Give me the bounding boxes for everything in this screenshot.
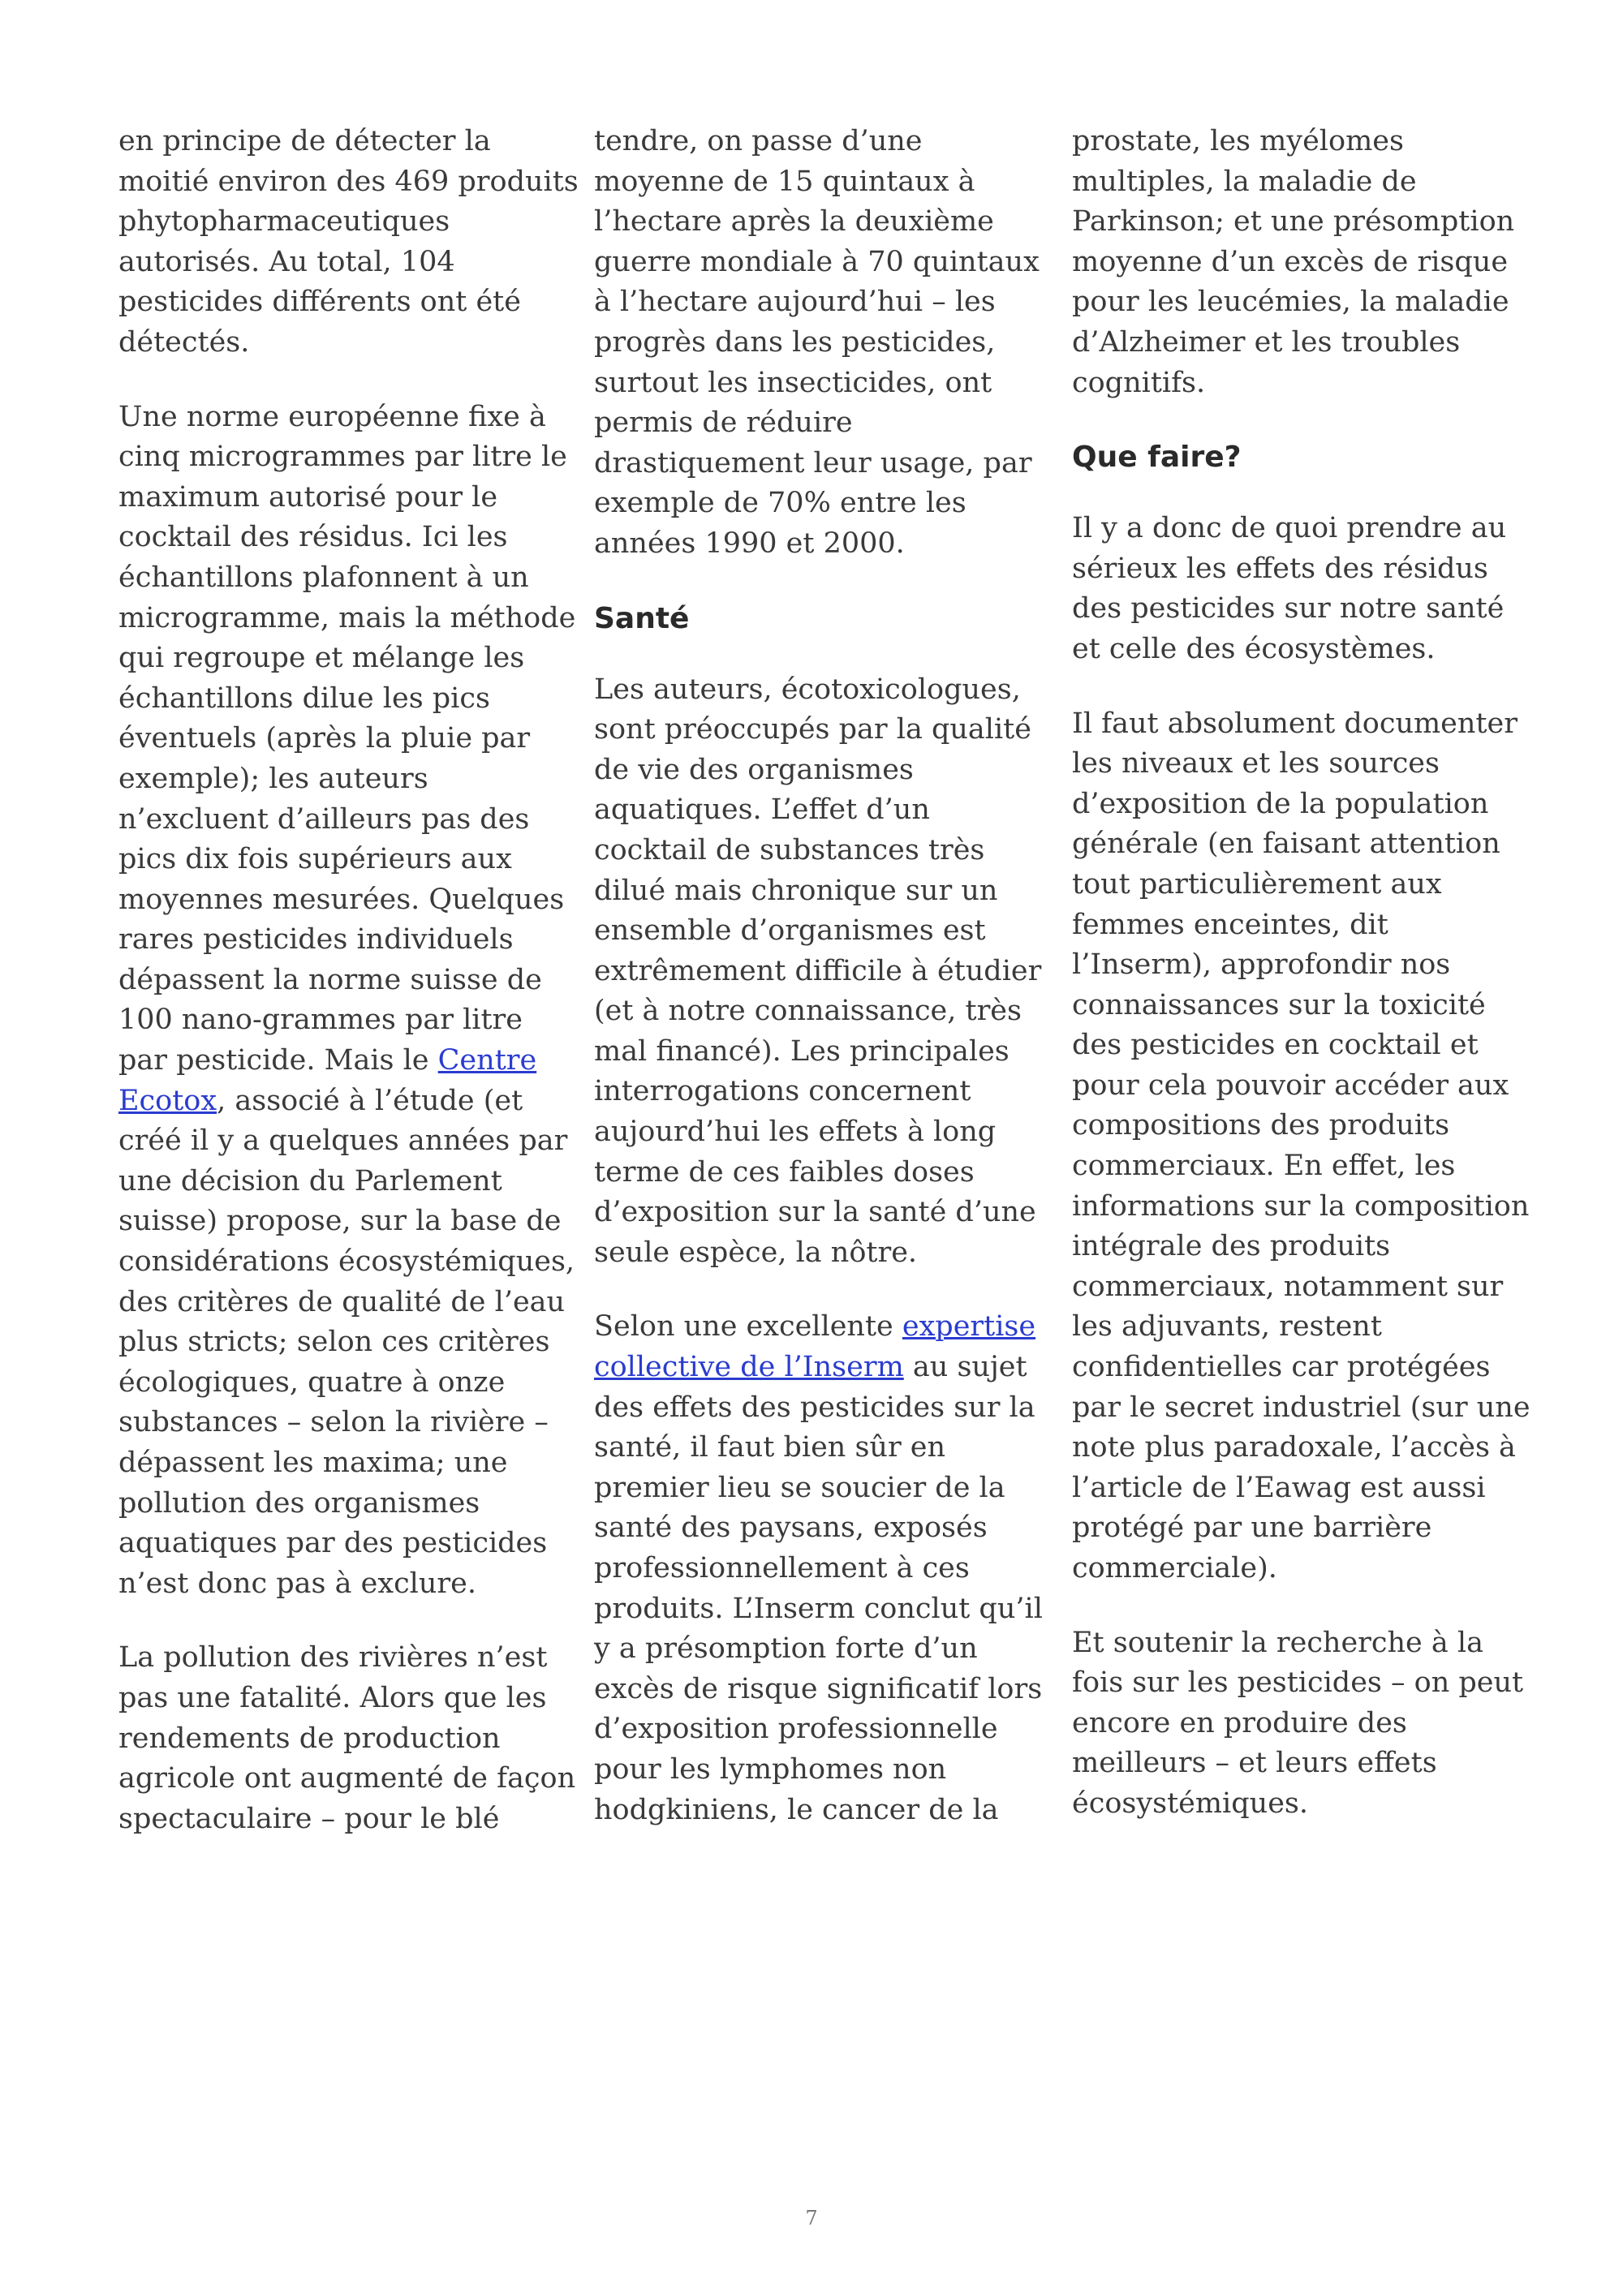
text-line <box>594 1307 1048 1348</box>
text-line: pas une fatalité. Alors que les <box>118 1681 547 1714</box>
text-line: n’est donc pas à exclure. <box>118 1567 476 1600</box>
text-line: échantillons plafonnent à un <box>118 561 529 594</box>
text-line: pour les lymphomes non <box>594 1752 947 1786</box>
text-line: moyenne de 15 quintaux à <box>594 165 975 198</box>
text-line: considérations écosystémiques, <box>118 1245 575 1279</box>
text-line: interrogations concernent <box>594 1075 971 1108</box>
text-line: substances – selon la rivière – <box>118 1406 549 1439</box>
text-line: cognitifs. <box>1072 366 1206 399</box>
text-line: des pesticides en cocktail et <box>1072 1029 1479 1062</box>
text-line: connaissances sur la toxicité <box>1072 988 1486 1021</box>
text-fragment: Selon une excellente <box>594 1310 902 1344</box>
text-line: seule espèce, la nôtre. <box>594 1236 918 1269</box>
text-line: pesticides différents ont été <box>118 286 521 319</box>
text-line: prostate, les myélomes <box>1072 125 1404 157</box>
text-line: cocktail de substances très <box>594 833 985 866</box>
text-line: y a présomption forte d’un <box>594 1632 978 1666</box>
paragraph-lines <box>594 1388 1048 1831</box>
paragraph-lines <box>118 398 576 1042</box>
text-line: ensemble d’organismes est <box>594 914 986 948</box>
text-line: exemple de 70% entre les <box>594 487 966 520</box>
text-line: rares pesticides individuels <box>118 923 514 957</box>
text-line: pour les leucémies, la maladie <box>1072 286 1509 319</box>
inserm-expertise-link-part-1[interactable]: expertise <box>902 1310 1036 1344</box>
text-line: multiples, la maladie de <box>1072 165 1417 198</box>
text-line: Parkinson; et une présomption <box>1072 205 1515 239</box>
text-fragment: par pesticide. Mais le <box>118 1044 438 1077</box>
text-line: intégrale des produits <box>1072 1230 1391 1263</box>
text-line: hodgkiniens, le cancer de la <box>594 1793 999 1826</box>
paragraph <box>118 398 576 1605</box>
text-line: sérieux les effets des résidus <box>1072 552 1488 585</box>
text-line: rendements de production <box>118 1722 501 1755</box>
text-line: produits. L’Inserm conclut qu’il <box>594 1592 1043 1625</box>
text-line: pour cela pouvoir accéder aux <box>1072 1068 1509 1102</box>
text-line: l’hectare après la deuxième <box>594 205 994 239</box>
text-line: encore en produire des <box>1072 1706 1407 1739</box>
text-line: commerciaux, notamment sur <box>1072 1270 1504 1303</box>
text-line: femmes enceintes, dit <box>1072 908 1388 941</box>
centre-ecotox-link-part-1[interactable]: Centre <box>437 1044 537 1077</box>
text-fragment: au sujet <box>903 1351 1027 1384</box>
text-line: d’exposition de la population <box>1072 787 1489 820</box>
text-column-3 <box>1072 122 1530 1859</box>
text-line: années 1990 et 2000. <box>594 527 905 560</box>
text-line: La pollution des rivières n’est <box>118 1641 548 1675</box>
text-line: 100 nano-grammes par litre <box>118 1004 523 1037</box>
text-line: dépassent les maxima; une <box>118 1447 508 1479</box>
text-line: confidentielles car protégées <box>1072 1351 1491 1384</box>
text-line: générale (en faisant attention <box>1072 828 1500 861</box>
text-line <box>118 1081 573 1122</box>
text-line: des pesticides sur notre santé <box>1072 592 1505 626</box>
text-line: l’Inserm), approfondir nos <box>1072 948 1451 982</box>
section-heading-sante: Santé <box>594 601 690 635</box>
text-line: phytopharmaceutiques <box>118 205 450 239</box>
inserm-expertise-link-part-2[interactable]: collective de l’Inserm <box>594 1351 904 1384</box>
text-line: aujourd’hui les effets à long <box>594 1116 997 1149</box>
paragraph <box>594 670 1048 1274</box>
text-line: Et soutenir la recherche à la <box>1072 1626 1483 1659</box>
text-column-1 <box>118 122 579 1873</box>
text-line: sont préoccupés par la qualité <box>594 713 1031 746</box>
text-line: écosystémiques. <box>1072 1786 1308 1820</box>
text-line: autorisés. Au total, 104 <box>118 245 455 278</box>
text-line: cinq microgrammes par litre le <box>118 441 567 474</box>
text-line: guerre mondiale à 70 quintaux <box>594 245 1040 278</box>
text-line: (et à notre connaissance, très <box>594 995 1022 1028</box>
text-line: protégé par une barrière <box>1072 1511 1432 1545</box>
text-column-2 <box>594 122 1048 1864</box>
text-line: plus stricts; selon ces critères <box>118 1326 550 1359</box>
text-line: les niveaux et les sources <box>1072 747 1440 780</box>
paragraph <box>1072 1623 1526 1825</box>
centre-ecotox-link-part-2[interactable]: Ecotox <box>118 1084 217 1117</box>
text-line: extrêmement difficile à étudier <box>594 954 1042 987</box>
text-line: mal financé). Les principales <box>594 1034 1010 1068</box>
text-line: Les auteurs, écotoxicologues, <box>594 673 1021 706</box>
text-line: et celle des écosystèmes. <box>1072 632 1436 665</box>
text-line: santé, il faut bien sûr en <box>594 1431 946 1464</box>
text-line: Il y a donc de quoi prendre au <box>1072 512 1507 545</box>
text-line: spectaculaire – pour le blé <box>118 1802 500 1835</box>
text-line: excès de risque significatif lors <box>594 1672 1043 1705</box>
text-line: dilué mais chronique sur un <box>594 874 998 907</box>
text-line: moitié environ des 469 produits <box>118 165 579 198</box>
text-line: meilleurs – et leurs effets <box>1072 1747 1437 1780</box>
text-line: pics dix fois supérieurs aux <box>118 843 512 876</box>
text-line <box>594 1348 1048 1388</box>
section-heading-que-faire: Que faire? <box>1072 441 1242 475</box>
text-line: éventuels (après la pluie par <box>118 722 531 755</box>
text-line: commerciaux. En effet, les <box>1072 1150 1456 1183</box>
text-line: des critères de qualité de l’eau <box>118 1285 566 1318</box>
text-line: note plus paradoxale, l’accès à <box>1072 1431 1516 1464</box>
text-line: d’exposition professionnelle <box>594 1713 998 1746</box>
paragraph <box>118 1638 576 1839</box>
text-line: des effets des pesticides sur la <box>594 1391 1035 1424</box>
page-number: 7 <box>805 2207 818 2229</box>
text-line: aquatiques. L’effet d’un <box>594 793 930 827</box>
paragraph <box>1072 704 1530 1589</box>
text-line: cocktail des résidus. Ici les <box>118 521 508 554</box>
text-line: professionnellement à ces <box>594 1552 970 1584</box>
text-line: suisse) propose, sur la base de <box>118 1205 562 1238</box>
text-line: une décision du Parlement <box>118 1164 502 1197</box>
text-line: terme de ces faibles doses <box>594 1155 975 1189</box>
text-line: premier lieu se soucier de la <box>594 1471 1005 1504</box>
text-line: exemple); les auteurs <box>118 762 428 795</box>
text-line: Il faut absolument documenter <box>1072 707 1518 740</box>
text-line: dépassent la norme suisse de <box>118 963 542 996</box>
text-line: écologiques, quatre à onze <box>118 1365 506 1399</box>
text-fragment: , associé à l’étude (et <box>217 1084 523 1117</box>
text-line: Une norme européenne fixe à <box>118 400 546 433</box>
text-line: moyennes mesurées. Quelques <box>118 883 565 916</box>
text-line: par le secret industriel (sur une <box>1072 1391 1530 1424</box>
text-line: d’exposition sur la santé d’une <box>594 1196 1036 1229</box>
text-line: tendre, on passe d’une <box>594 125 923 157</box>
text-line: tout particulièrement aux <box>1072 867 1442 901</box>
text-line: échantillons dilue les pics <box>118 681 490 715</box>
paragraph-lines <box>118 1121 573 1604</box>
text-line: santé des paysans, exposés <box>594 1511 988 1545</box>
text-line: informations sur la composition <box>1072 1189 1530 1223</box>
text-line: aquatiques par des pesticides <box>118 1527 548 1560</box>
text-line: agricole ont augmenté de façon <box>118 1762 576 1795</box>
paragraph <box>1072 122 1526 403</box>
text-line: l’article de l’Eawag est aussi <box>1072 1471 1486 1504</box>
text-line: compositions des produits <box>1072 1109 1450 1142</box>
text-line: maximum autorisé pour le <box>118 480 498 514</box>
text-line: progrès dans les pesticides, <box>594 325 996 359</box>
text-line: pollution des organismes <box>118 1486 480 1520</box>
text-line: en principe de détecter la <box>118 125 491 157</box>
text-line: créé il y a quelques années par <box>118 1124 568 1158</box>
text-line: les adjuvants, restent <box>1072 1310 1382 1344</box>
text-line: permis de réduire <box>594 406 853 440</box>
text-line: n’excluent d’ailleurs pas des <box>118 802 530 836</box>
text-line: de vie des organismes <box>594 753 914 786</box>
text-line: d’Alzheimer et les troubles <box>1072 325 1461 359</box>
text-line: détectés. <box>118 325 250 359</box>
paragraph <box>594 122 1048 565</box>
text-line: moyenne d’un excès de risque <box>1072 245 1509 278</box>
text-line: drastiquement leur usage, par <box>594 446 1032 479</box>
text-line <box>118 1041 573 1081</box>
paragraph <box>594 1307 1048 1830</box>
text-line: fois sur les pesticides – on peut <box>1072 1666 1524 1700</box>
text-line: qui regroupe et mélange les <box>118 642 525 675</box>
text-line: commerciale). <box>1072 1552 1277 1584</box>
paragraph <box>1072 509 1526 669</box>
text-line: surtout les insecticides, ont <box>594 366 992 399</box>
text-line: à l’hectare aujourd’hui – les <box>594 286 996 319</box>
paragraph <box>118 122 579 363</box>
text-line: microgramme, mais la méthode <box>118 601 576 634</box>
